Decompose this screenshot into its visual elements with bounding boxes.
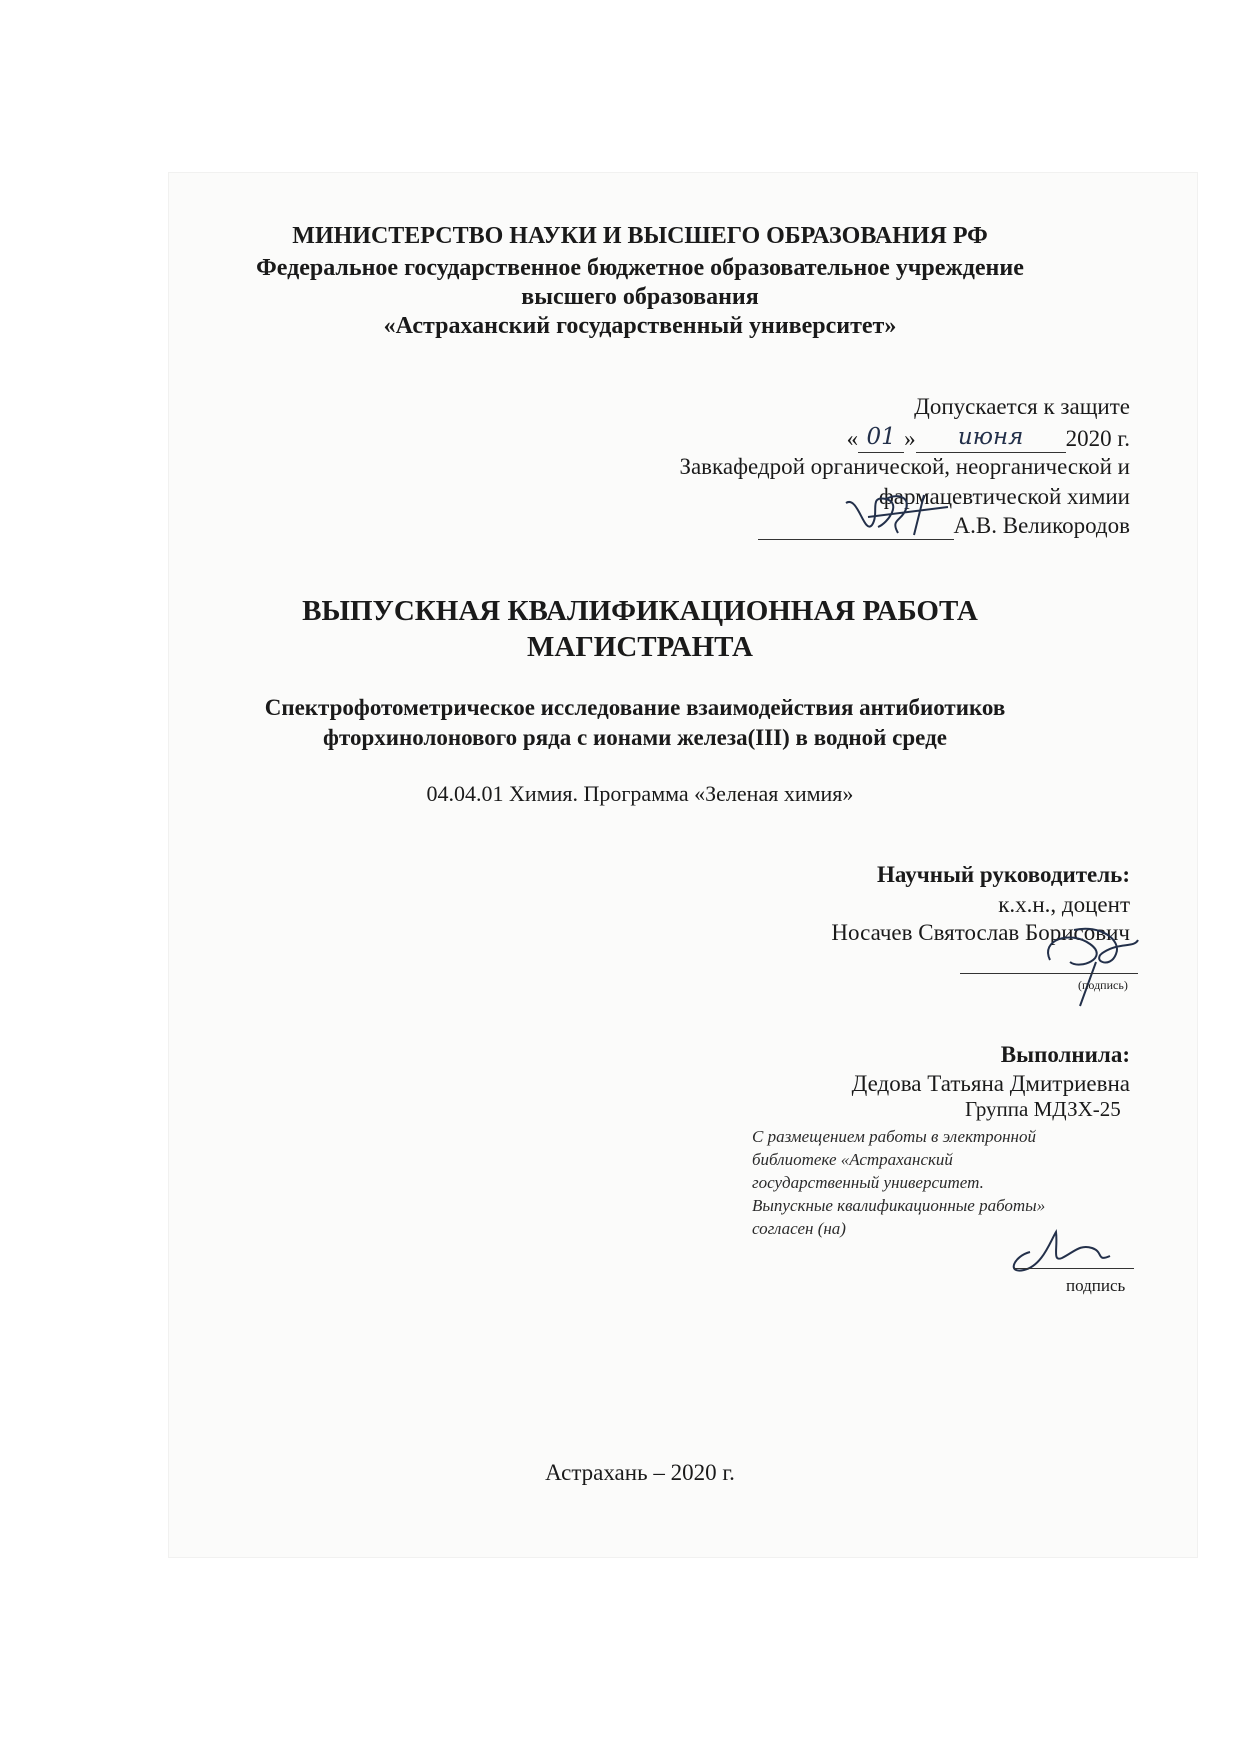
ministry-heading: МИНИСТЕРСТВО НАУКИ И ВЫСШЕГО ОБРАЗОВАНИЯ РФ [292,223,988,249]
head-signature-row [430,511,1130,540]
university-name: «Астраханский государственный университет» [383,313,897,339]
institution-line-2: высшего образования [521,284,759,310]
admitted-to-defense: Допускается к защите [914,394,1130,419]
study-program: 04.04.01 Химия. Программа «Зеленая химия» [426,781,854,806]
author-name: Дедова Татьяна Дмитриевна [851,1071,1130,1096]
topic-line-1: Спектрофотометрическое исследование взаимодействия антибиотиков [264,695,1006,720]
city-year: Астрахань – 2020 г. [545,1460,735,1485]
head-signature-line [758,513,954,540]
author-label: Выполнила: [1000,1042,1130,1067]
head-signature-icon [828,485,958,541]
date-year: 2020 г. [1065,426,1130,451]
author-signature-line [1014,1268,1134,1269]
date-quote-open: « [846,426,859,451]
head-name: А.В. Великородов [953,513,1130,538]
consent-line-3: государственный университет. [752,1173,984,1192]
date-month-field [916,422,1066,453]
supervisor-name: Носачев Святослав Борисович [831,920,1130,945]
head-position-line-2: фармацевтической химии [878,484,1130,509]
approval-date [430,422,1130,453]
head-position-line-1: Завкафедрой органической, неорганической и [679,454,1130,479]
author-signature-icon [1000,1222,1120,1282]
date-month-handwritten: июня [957,424,1024,450]
institution-line-1: Федеральное государственное бюджетное образовательное учреждение [256,255,1024,281]
date-quote-close: » [904,426,916,451]
work-title-line-1: ВЫПУСКНАЯ КВАЛИФИКАЦИОННАЯ РАБОТА [302,595,978,627]
consent-line-2: библиотеке «Астраханский [752,1150,953,1169]
supervisor-signature-line [960,973,1138,974]
supervisor-signature-icon [1030,900,1160,1010]
author-group: Группа МДЗХ-25 [965,1097,1121,1121]
topic-line-2: фторхинолонового ряда с ионами железа(III) в водной среде [323,725,947,750]
date-day-handwritten: 01 [866,424,896,450]
consent-line-5: согласен (на) [752,1219,846,1238]
work-title-line-2: МАГИСТРАНТА [527,631,753,663]
date-day-field [858,422,904,453]
supervisor-degree: к.х.н., доцент [998,892,1130,917]
supervisor-signature-caption: (подпись) [1078,978,1128,992]
author-signature-caption: подпись [1066,1276,1126,1295]
consent-line-1: С размещением работы в электронной [752,1127,1036,1146]
consent-line-4: Выпускные квалификационные работы» [752,1196,1046,1215]
supervisor-label: Научный руководитель: [877,862,1130,887]
